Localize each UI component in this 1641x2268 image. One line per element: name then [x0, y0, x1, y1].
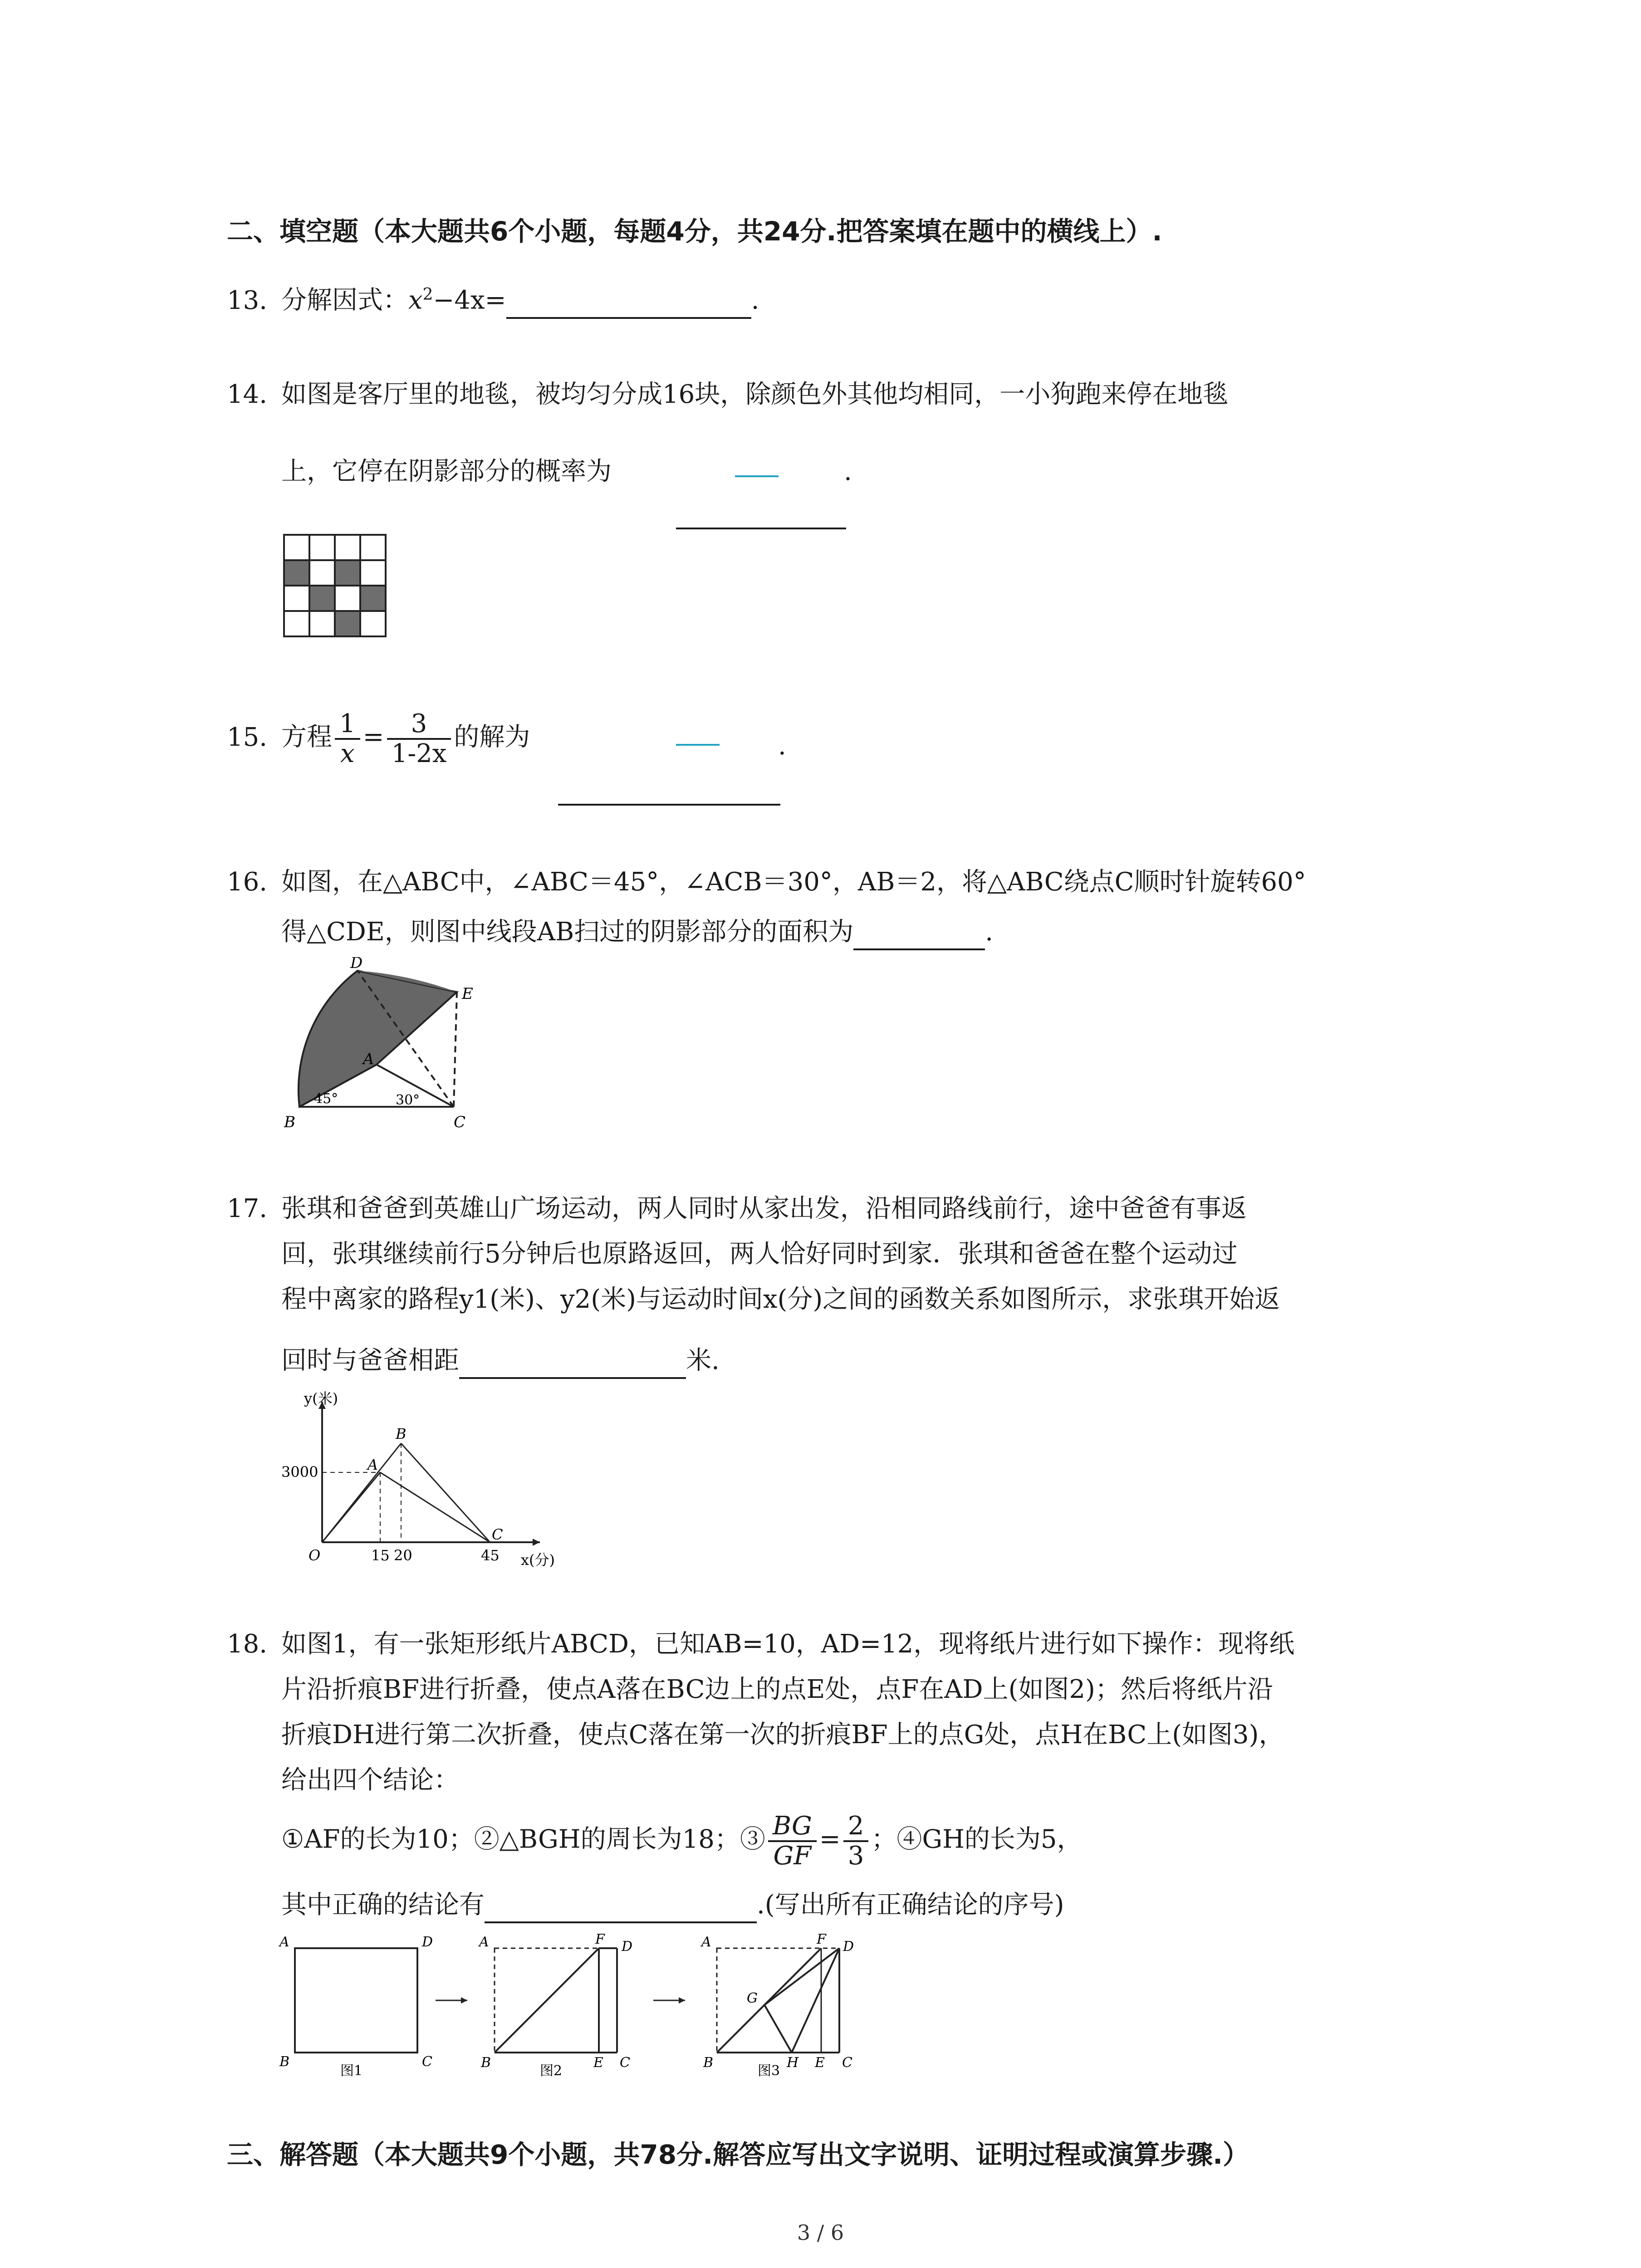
- fig2-label-d: D: [622, 1939, 633, 1955]
- answer-blank-13[interactable]: [506, 290, 751, 319]
- fig1-label-c: C: [422, 2054, 432, 2070]
- carpet-cell: [360, 611, 386, 636]
- question-16-line2: [281, 914, 993, 950]
- fig1-label-d: D: [422, 1934, 433, 1950]
- q15-end: .: [778, 731, 786, 761]
- question-number: 18.: [227, 1629, 268, 1659]
- carpet-cell: [284, 535, 309, 560]
- fraction-numerator: 1: [335, 710, 360, 740]
- y-axis-label: y(米): [304, 1390, 338, 1407]
- shaded-region: [299, 971, 457, 1107]
- q16-line2: 得△CDE，则图中线段AB扫过的阴影部分的面积为: [281, 917, 854, 947]
- fraction-denominator: x: [340, 739, 355, 768]
- fig1-label-a: A: [279, 1934, 289, 1950]
- answer-blank-15[interactable]: [558, 804, 780, 806]
- label-c: C: [454, 1113, 466, 1131]
- fig3-label-b: B: [703, 2055, 714, 2071]
- carpet-cell-shaded: [309, 586, 335, 611]
- q13-expr-sup: 2: [422, 285, 433, 304]
- fig2-label-c: C: [620, 2055, 630, 2071]
- q15-text2: 的解为: [454, 722, 530, 752]
- carpet-cell-shaded: [335, 611, 360, 636]
- q18-line6: 其中正确的结论有: [281, 1890, 485, 1920]
- question-17-line4: [281, 1343, 720, 1379]
- label-d: D: [350, 957, 363, 972]
- q13-text: 分解因式：: [281, 285, 408, 315]
- q14-end: .: [844, 457, 852, 486]
- carpet-grid-figure: [282, 533, 389, 640]
- q13-end: .: [751, 285, 759, 315]
- rect-abcd-fig1: [295, 1948, 417, 2053]
- folding-figures: [272, 1926, 907, 2089]
- question-18-line2: 片沿折痕BF进行折叠，使点A落在BC边上的点E处，点F在AD上(如图2)；然后将纸片沿: [281, 1675, 1273, 1704]
- fraction-denominator: 1-2x: [391, 739, 447, 768]
- fig2-caption: 图2: [540, 2063, 563, 2079]
- carpet-cell: [335, 586, 360, 611]
- carpet-cell-shaded: [284, 560, 309, 586]
- question-18-line4: 给出四个结论：: [281, 1765, 459, 1795]
- carpet-cell-shaded: [360, 586, 386, 611]
- x-axis-label: x(分): [521, 1551, 555, 1569]
- q15-fraction-2: [387, 710, 451, 768]
- y-tick-3000: 3000: [281, 1463, 318, 1481]
- question-15: [227, 710, 530, 768]
- line-bc: [401, 1443, 490, 1542]
- question-17-line3: 程中离家的路程y1(米)、y2(米)与运动时间x(分)之间的函数关系如图所示，求张琪开始返: [281, 1285, 1280, 1314]
- question-number: 13.: [227, 285, 268, 315]
- question-17-line2: 回，张琪继续前行5分钟后也原路返回，两人恰好同时到家．张琪和爸爸在整个运动过: [281, 1239, 1238, 1269]
- x-tick-15: 15: [371, 1547, 390, 1564]
- fraction-denominator: GF: [773, 1841, 812, 1871]
- section-2-title: 二、填空题（本大题共6个小题，每题4分，共24分.把答案填在题中的横线上）.: [227, 216, 1162, 247]
- fig3-label-f: F: [817, 1931, 826, 1947]
- q15-fraction-1: [335, 710, 360, 768]
- fig1-label-b: B: [279, 2054, 290, 2070]
- fig2-label-b: B: [481, 2055, 491, 2071]
- x-tick-45: 45: [481, 1547, 500, 1564]
- line-ac: [380, 1472, 490, 1542]
- q13-expr-rest: −4x=: [433, 285, 506, 315]
- q18-line1: 如图1，有一张矩形纸片ABCD，已知AB=10，AD=12，现将纸片进行如下操作：现将纸: [281, 1629, 1295, 1659]
- question-18-line6: [281, 1887, 1064, 1923]
- fig2-label-a: A: [479, 1934, 489, 1950]
- q18-line6-end: .(写出所有正确结论的序号): [757, 1890, 1064, 1920]
- segment-ce-dashed: [454, 992, 457, 1107]
- q13-expr-x: x: [408, 285, 423, 315]
- carpet-cell-shaded: [335, 560, 360, 586]
- arrow-2-head: [679, 1997, 685, 2004]
- fig3-label-g: G: [747, 1990, 758, 2006]
- question-number: 16.: [227, 867, 268, 897]
- fig3-label-a: A: [701, 1934, 711, 1950]
- fig2-label-e: E: [593, 2055, 603, 2071]
- fig3-label-e: E: [815, 2055, 825, 2071]
- fig3-caption: 图3: [758, 2063, 780, 2079]
- q18-fraction-2-3: [843, 1812, 869, 1870]
- q18-fraction-bg-gf: [768, 1812, 817, 1870]
- q14-line2: 上，它停在阴影部分的概率为: [281, 457, 612, 486]
- fig3-label-c: C: [842, 2055, 852, 2071]
- q17-line1: 张琪和爸爸到英雄山广场运动，两人同时从家出发，沿相同路线前行，途中爸爸有事返: [281, 1194, 1247, 1223]
- label-e: E: [462, 985, 473, 1003]
- carpet-cell: [360, 535, 386, 560]
- fraction-denominator: 3: [847, 1841, 864, 1871]
- question-number: 15.: [227, 722, 268, 752]
- carpet-cell: [309, 535, 335, 560]
- segment-gh: [764, 2005, 792, 2053]
- carpet-cell: [360, 560, 386, 586]
- q14-line1: 如图是客厅里的地毯，被均匀分成16块，除颜色外其他均相同，一小狗跑来停在地毯: [281, 380, 1229, 409]
- point-b-label: B: [396, 1425, 407, 1442]
- point-a-label: A: [367, 1456, 378, 1473]
- carpet-cell: [335, 535, 360, 560]
- cyan-mark: [735, 475, 779, 477]
- point-c-label: C: [492, 1526, 503, 1543]
- x-axis-arrow: [533, 1539, 540, 1546]
- label-b: B: [284, 1113, 295, 1131]
- question-14-line2: [281, 454, 612, 490]
- rotation-figure: [272, 957, 490, 1139]
- answer-blank-18[interactable]: [485, 1894, 757, 1923]
- segment-gd: [764, 1948, 839, 2005]
- carpet-cell: [309, 560, 335, 586]
- fraction-numerator: 2: [843, 1812, 869, 1842]
- carpet-cell: [284, 586, 309, 611]
- q18-c1: ①AF的长为10；②△BGH的周长为18；③: [281, 1824, 765, 1854]
- q16-end: .: [985, 917, 994, 947]
- carpet-cell: [284, 611, 309, 636]
- q18-eq: =: [819, 1824, 841, 1854]
- q17-end: 米.: [686, 1346, 720, 1375]
- carpet-cell: [309, 611, 335, 636]
- question-18-line1: [227, 1626, 1294, 1662]
- question-18-line3: 折痕DH进行第二次折叠，使点C落在第一次的折痕BF上的点G处，点H在BC上(如图3)，: [281, 1720, 1284, 1750]
- q16-line1: 如图，在△ABC中，∠ABC＝45°，∠ACB＝30°，AB＝2，将△ABC绕点C顺时针旋转60°: [281, 867, 1306, 897]
- answer-blank-14[interactable]: [676, 528, 846, 529]
- page-number: 3 / 6: [797, 2220, 844, 2245]
- angle-b-label: 45°: [314, 1091, 338, 1107]
- question-16-line1: [227, 864, 1306, 900]
- line-ob: [322, 1443, 401, 1542]
- fraction-numerator: 3: [387, 710, 451, 740]
- q15-text1: 方程: [281, 722, 332, 752]
- fig3-label-h: H: [787, 2055, 799, 2071]
- question-18-conclusions: [281, 1812, 1083, 1870]
- q18-c2: ；④GH的长为5，: [871, 1824, 1083, 1854]
- section-3-title: 三、解答题（本大题共9个小题，共78分.解答应写出文字说明、证明过程或演算步骤.）: [227, 2139, 1249, 2170]
- question-13: [227, 277, 759, 319]
- question-14-line1: [227, 376, 1228, 413]
- question-number: 14.: [227, 380, 268, 409]
- fold-bf-fig2: [495, 1948, 599, 2053]
- angle-c-label: 30°: [396, 1092, 420, 1108]
- fig1-caption: 图1: [340, 2063, 363, 2079]
- fig3-label-d: D: [843, 1939, 854, 1955]
- q15-eq: =: [362, 722, 384, 752]
- answer-blank-16[interactable]: [853, 921, 985, 950]
- label-a: A: [363, 1050, 374, 1068]
- distance-time-graph: [272, 1388, 590, 1579]
- answer-blank-17[interactable]: [459, 1350, 686, 1379]
- fig2-label-f: F: [595, 1931, 605, 1947]
- arrow-1-head: [461, 1997, 467, 2004]
- cyan-mark: [676, 744, 720, 746]
- question-17-line1: [227, 1191, 1247, 1227]
- origin-label: O: [309, 1547, 321, 1564]
- question-number: 17.: [227, 1194, 268, 1223]
- x-tick-20: 20: [394, 1547, 412, 1564]
- q17-line4: 回时与爸爸相距: [281, 1346, 459, 1375]
- fraction-numerator: BG: [768, 1812, 817, 1842]
- fold-dh: [792, 1948, 839, 2053]
